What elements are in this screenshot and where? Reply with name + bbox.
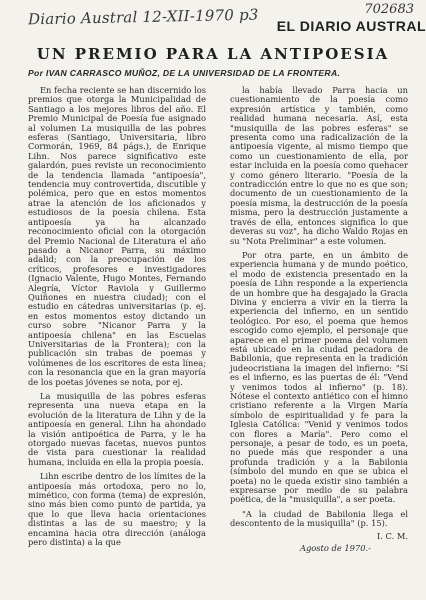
article-dateline: Agosto de 1970.-	[300, 543, 371, 554]
paragraph: "A la ciudad de Babilonia llega el descontento de la musiquilla" (p. 15).	[230, 508, 408, 529]
newspaper-masthead: EL DIARIO AUSTRAL	[276, 18, 426, 34]
paragraph: Lihn escribe dentro de los límites de la antipoesía más ortodoxa, pero no lo, mimético, con forma (tema) de expresión, sino más bien como punto de partida, ya que lo que lleva hacia orientaciones distintas a las de su maestro; y la encamina hacia otra dirección (análoga pero distinta) a la que	[28, 471, 206, 548]
paragraph: La musiquilla de las pobres esferas representa una nueva etapa en la evolución de la literatura de Lihn y de la antipoesía en general. Lihn ha ahondado la visión antipoética de Parra, y le ha otorgado nuevas facetas, nuevos puntos de vista para cuestionar la realidad humana, incluida en ella la propia poesía.	[28, 391, 206, 467]
article-byline: Por IVAN CARRASCO MUÑOZ, DE LA UNIVERSIDAD DE LA FRONTERA.	[28, 68, 341, 78]
paragraph: En fecha reciente se han discernido los premios que otorga la Municipalidad de Santiago a los mejores libros del año. El Premio Municipal de Poesía fue asignado al volumen La musiquilla de las pobres esferas (Santiago, Universitaria, libro Cormorán, 1969, 84 págs.), de Enrique Lihn. Nos parece significativo este galardón, pues reviste un reconocimiento de la tendencia llamada "antipoesía", tendencia muy controvertida, discutible y polémica, pero que en estos momentos atrae la atención de los aficionados y estudiosos de la poesía chilena. Esta antipoesía ya ha alcanzado reconocimiento oficial con la otorgación del Premio Nacional de Literatura el año pasado a Nicanor Parra, su máximo adalid; con la preocupación de los críticos, profesores e investigadores (Ignacio Valente, Hugo Montes, Fernando Alegría, Víctor Raviola y Guillermo Quiñones en nuestra ciudad); con el estudio en cátedras universitarias (p. ej. en estos momentos estoy dictando un curso sobre "Nicanor Parra y la antipoesía chilena" en las Escuelas Universitarias de la Frontera); con la publicación sin trabas de poemas y volúmenes de los escritores de esta línea; con la resonancia que en la gran mayoría de los poetas jóvenes se nota, por ej.	[28, 85, 206, 387]
paragraph: Por otra parte, en un ámbito de experiencia humana y de mundo poético, el modo de existencia presentado en la poesía de Lihn responde a la experiencia de un hombre que ha desgajado la Gracia Divina y encierra a vivir en la tierra la experiencia del infierno, en un sentido teológico. Por eso, el poema que hemos escogido como ejemplo, el personaje que aparece en el primer poema del volumen está ubicado en la ciudad pecadora de Babilonia, que representa en la tradición judeocristiana la imagen del infierno: "Si es el infierno, es las puertas de él: "Vend y venimos todos al infierno" (p. 18). Nótese el contexto antiético con el himno cristiano referente a la Virgen María símbolo de espiritualidad y fe para la Iglesia Católica: "Venid y venimos todos con flores a María". Pero como el personaje, a pesar de todo, es un poeta, no puede más que responder a una profunda tradición y a la Babilonia (símbolo del mundo en que se ubica el poeta) no le queda existir sino también a expresarse por medio de su palabra poética, de la "musiquilla", a ser poeta.	[230, 249, 408, 505]
article-column-left	[28, 86, 206, 548]
article-column-right	[230, 86, 408, 554]
handwritten-source-note: Diario Austral 12-XII-1970 p3	[27, 5, 259, 29]
author-initials: I. C. M.	[376, 530, 408, 541]
article-headline: UN PREMIO PARA LA ANTIPOESIA	[36, 45, 390, 63]
paragraph: la había llevado Parra hacia un cuestionamiento de la poesía como expresión artística y también, como realidad humana necesaria. Así, esta "musiquilla de las pobres esferas" se presenta como una radicalización de la antipoesía vigente, al mismo tiempo que como un cuestionamiento de ella, por estar incluida en la poesía como quehacer y como género literario. "Poesía de la contradicción entre lo que no es que son; documento de un cuestionamiento de la poesía misma, la destrucción de la poesía misma, pero la destrucción justamente a través de ella, entonces significa lo que deveras su voz", ha dicho Waldo Rojas en su "Nota Preliminar" a este volumen.	[230, 85, 408, 246]
handwritten-catalog-number: 702683	[364, 2, 414, 17]
